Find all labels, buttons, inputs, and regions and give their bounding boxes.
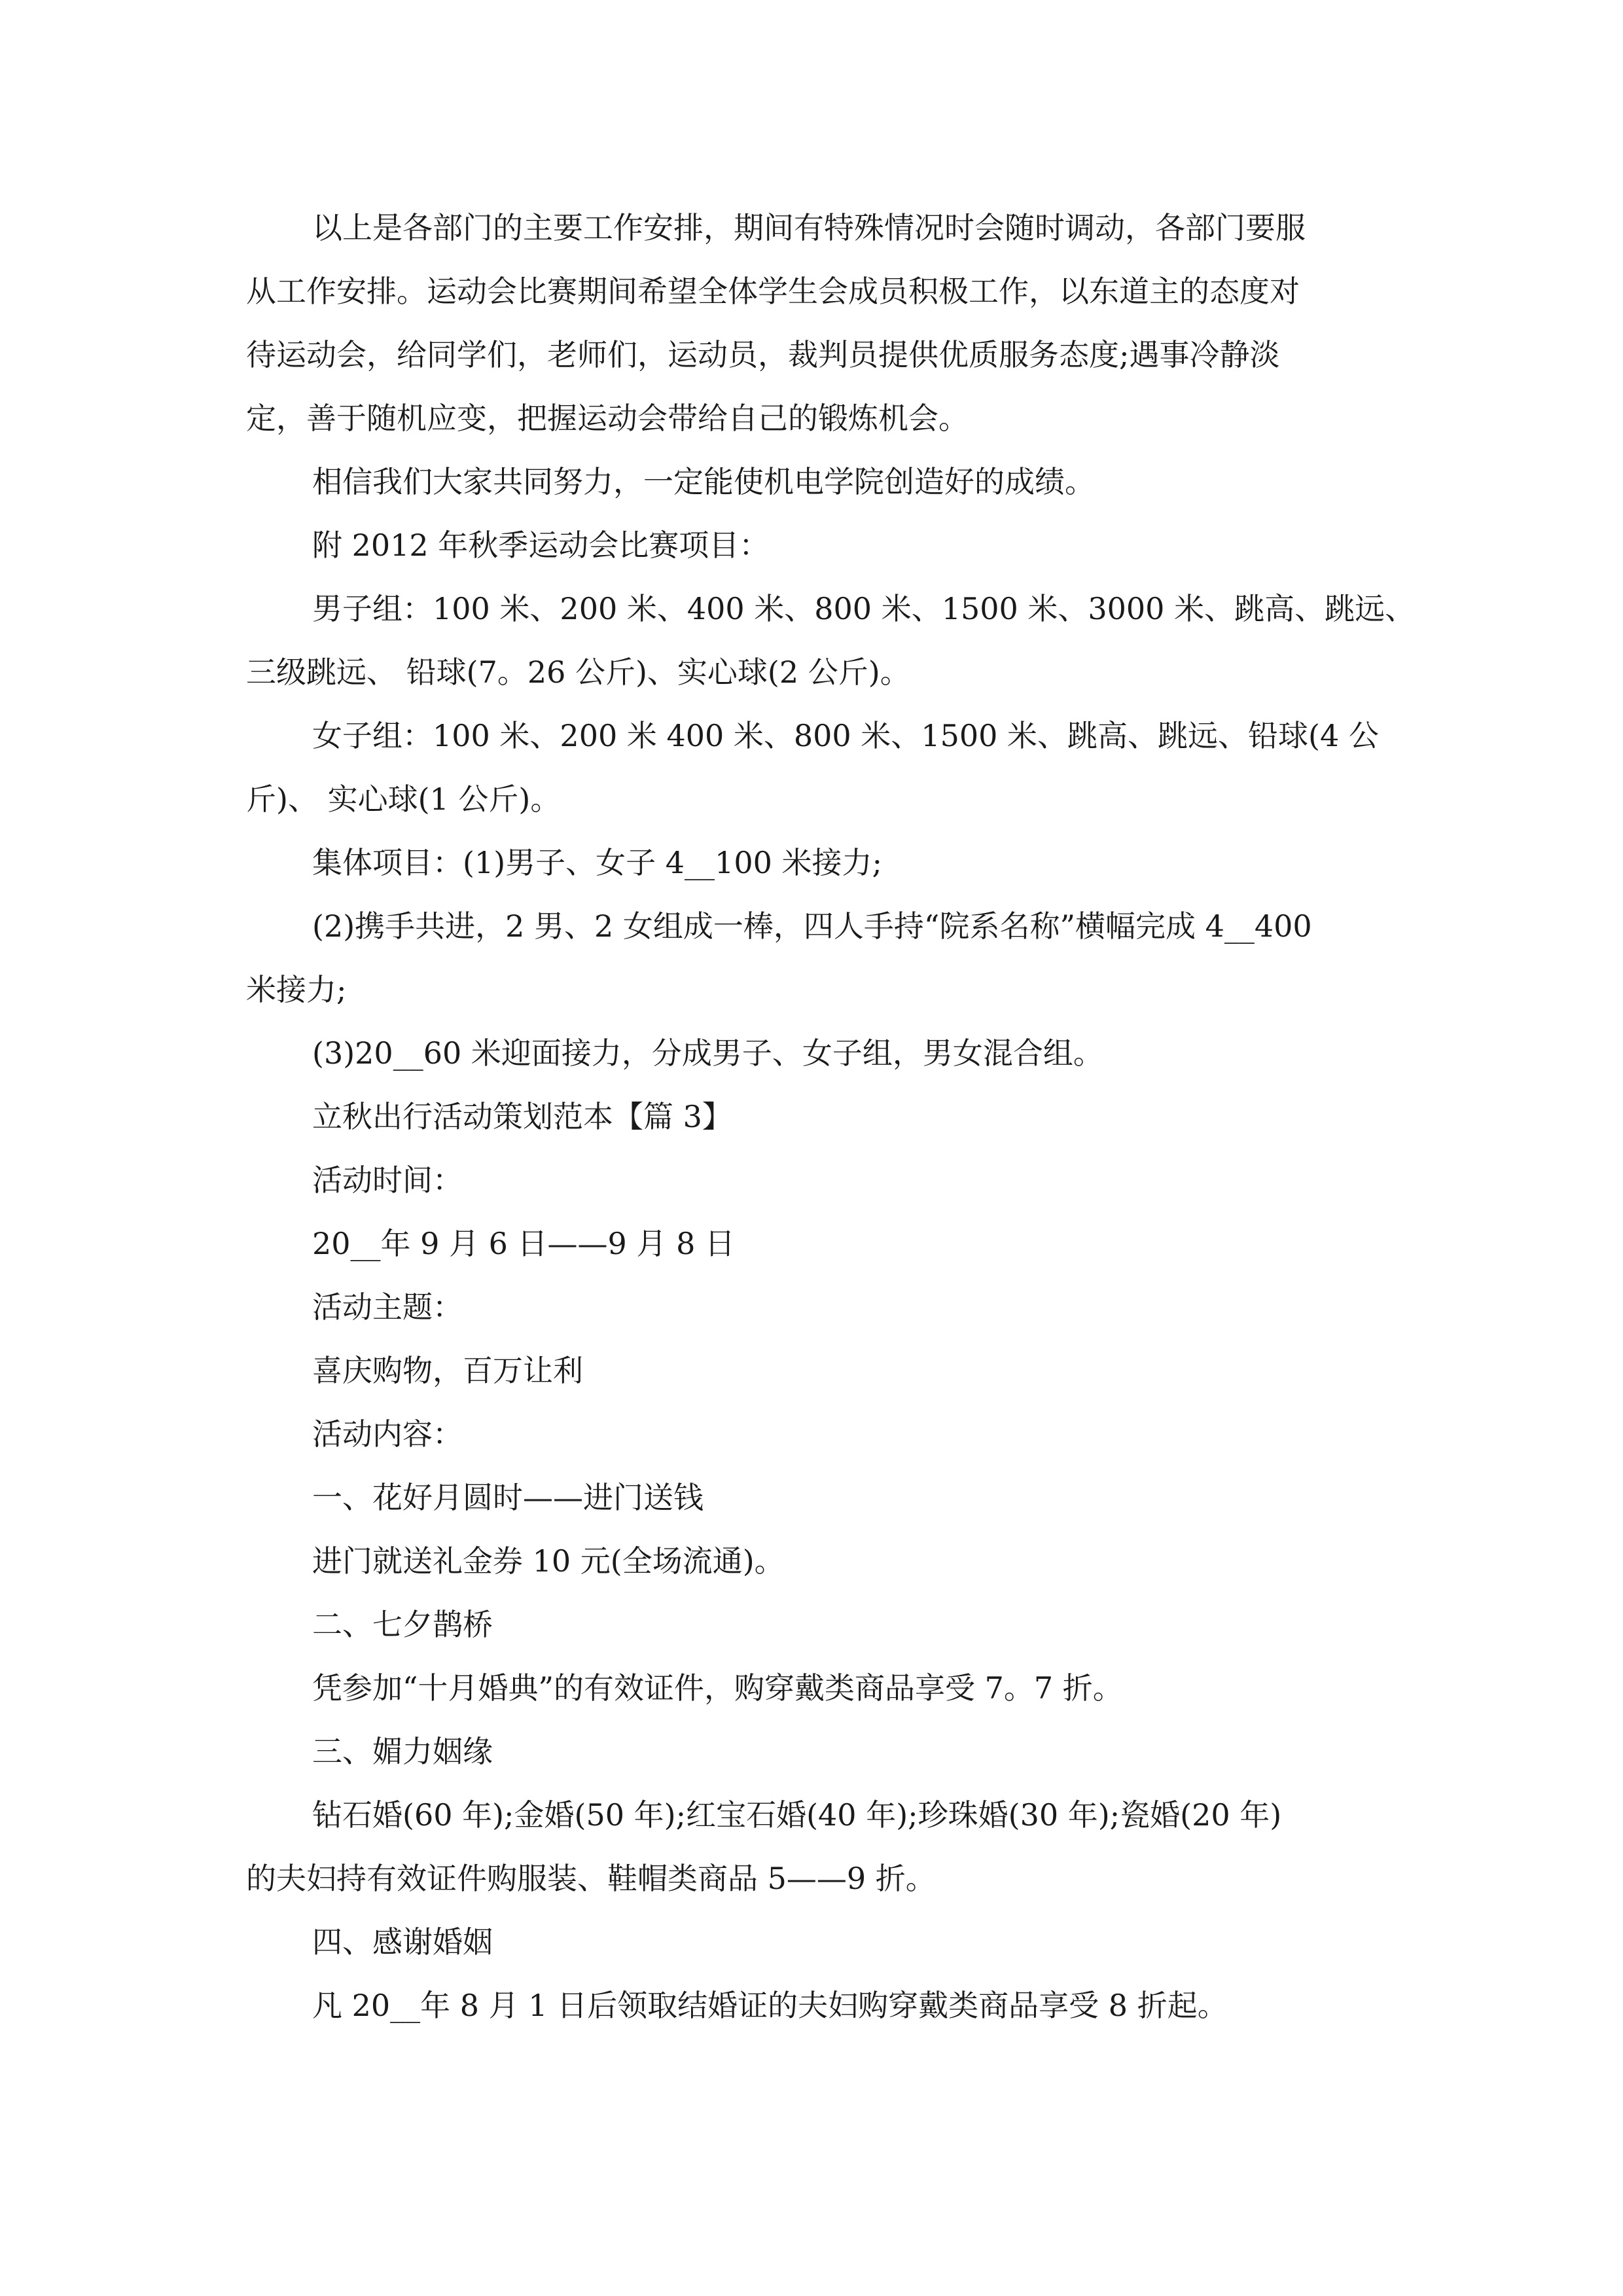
- paragraph-line: 集体项目：(1)男子、女子 4__100 米接力;: [312, 845, 882, 880]
- paragraph-line: 相信我们大家共同努力，一定能使机电学院创造好的成绩。: [312, 464, 1095, 499]
- paragraph-line: 的夫妇持有效证件购服装、鞋帽类商品 5——9 折。: [246, 1861, 936, 1896]
- paragraph-line: 二、七夕鹊桥: [312, 1607, 493, 1642]
- paragraph-line: 三、媚力姻缘: [312, 1734, 493, 1769]
- paragraph-line: 三级跳远、 铅球(7。26 公斤)、实心球(2 公斤)。: [246, 655, 910, 690]
- paragraph-line: 米接力;: [246, 972, 347, 1007]
- paragraph-line: 喜庆购物，百万让利: [312, 1353, 583, 1388]
- paragraph-line: 斤)、 实心球(1 公斤)。: [246, 781, 561, 817]
- section-heading: 立秋出行活动策划范本【篇 3】: [312, 1099, 732, 1134]
- paragraph-line: 活动内容：: [312, 1416, 463, 1452]
- paragraph-line: (3)20__60 米迎面接力，分成男子、女子组，男女混合组。: [312, 1035, 1103, 1071]
- paragraph-line: 活动主题：: [312, 1289, 463, 1325]
- paragraph-line: 定，善于随机应变，把握运动会带给自己的锻炼机会。: [246, 401, 969, 436]
- paragraph-line: 以上是各部门的主要工作安排，期间有特殊情况时会随时调动，各部门要服: [312, 210, 1306, 245]
- paragraph-line: 钻石婚(60 年);金婚(50 年);红宝石婚(40 年);珍珠婚(30 年);瓷婚(20 年): [312, 1797, 1282, 1833]
- paragraph-line: 四、感谢婚姻: [312, 1924, 493, 1960]
- paragraph-line: 附 2012 年秋季运动会比赛项目：: [312, 528, 770, 563]
- paragraph-line: 从工作安排。运动会比赛期间希望全体学生会成员积极工作，以东道主的态度对: [246, 274, 1300, 309]
- paragraph-line: 男子组：100 米、200 米、400 米、800 米、1500 米、3000 米、跳高、跳远、: [312, 591, 1416, 626]
- paragraph-line: 20__年 9 月 6 日——9 月 8 日: [312, 1226, 735, 1261]
- paragraph-line: 待运动会，给同学们，老师们，运动员，裁判员提供优质服务态度;遇事冷静淡: [246, 337, 1280, 372]
- paragraph-line: (2)携手共进，2 男、2 女组成一棒，四人手持“院系名称”横幅完成 4__400: [312, 908, 1312, 944]
- paragraph-line: 凡 20__年 8 月 1 日后领取结婚证的夫妇购穿戴类商品享受 8 折起。: [312, 1988, 1228, 2023]
- paragraph-line: 女子组：100 米、200 米 400 米、800 米、1500 米、跳高、跳远、铅球(4 公: [312, 718, 1379, 753]
- paragraph-line: 进门就送礼金券 10 元(全场流通)。: [312, 1543, 785, 1579]
- paragraph-line: 凭参加“十月婚典”的有效证件，购穿戴类商品享受 7。7 折。: [312, 1670, 1123, 1706]
- paragraph-line: 活动时间：: [312, 1162, 463, 1198]
- paragraph-line: 一、花好月圆时——进门送钱: [312, 1480, 704, 1515]
